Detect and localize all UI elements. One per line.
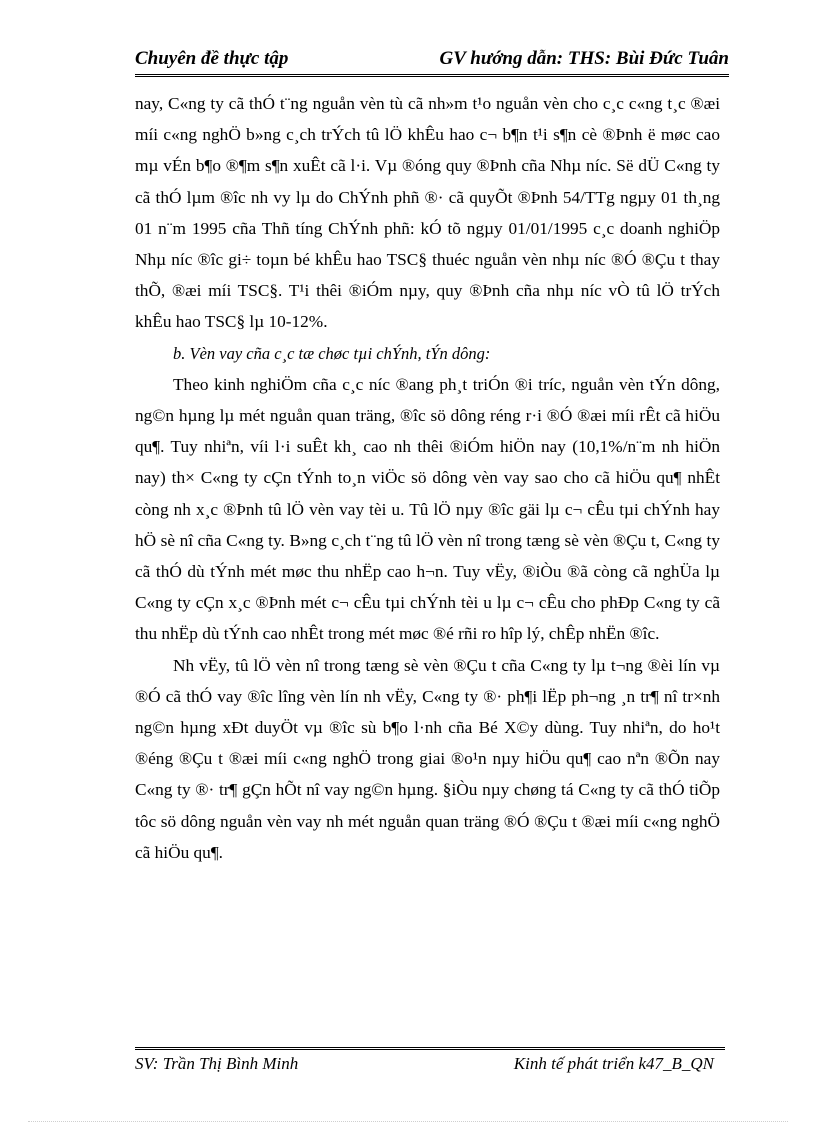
section-subheading: b. Vèn vay cña c¸c tæ chøc tµi chÝnh, tÝn dông:	[173, 343, 491, 363]
header-divider	[135, 74, 729, 77]
body-paragraph-1: nay, C«ng ty cã thÓ t¨ng nguån vèn tù cã nh»m t¹o nguån vèn cho c¸c c«ng t¸c ®æi míi c«ng nghÖ b»ng c¸ch trÝch tû lÖ khÊu hao c¬ b¶n t¹i s¶n cè ®Þnh ë møc cao mµ vÉn b¶o ®¶m s¶n xuÊt cã l·i. Vµ ®óng quy ®Þnh cña Nhµ níc. Së dÜ C«ng ty cã thÓ lµm ®îc nh vy lµ do ChÝnh phñ ®· cã quyÕt ®Þnh 54/TTg ngµy 01 th¸ng 01 n¨m 1995 cña Thñ tíng ChÝnh phñ: kÓ tõ ngµy 01/01/1995 c¸c doanh nghiÖp Nhµ níc ®îc gi÷ toµn bé khÊu hao TSC§ thuéc nguån vèn nhµ níc ®Ó ®Çu t thay thÕ, ®æi míi TSC§. T¹i thêi ®iÓm nµy, quy ®Þnh cña nhµ níc vÒ tû lÖ trÝch khÊu hao TSC§ lµ 10-12%.	[135, 94, 720, 332]
footer-student-name: SV: Trần Thị Bình Minh	[135, 1054, 299, 1073]
footer-course: Kinh tế phát triển k47_B_QN	[513, 1054, 714, 1073]
page-header	[135, 48, 729, 74]
header-document-type: Chuyên đề thực tập	[135, 48, 289, 69]
page-bottom-edge	[28, 1121, 788, 1122]
footer-divider	[135, 1047, 725, 1050]
header-supervisor: GV hướng dẫn: THS: Bùi Đức Tuân	[439, 48, 729, 69]
body-paragraph-2: Theo kinh nghiÖm cña c¸c níc ®ang ph¸t triÓn ®i tríc, nguån vèn tÝn dông, ng©n hµng lµ mét nguån quan träng, ®îc sö dông réng r·i ®Ó ®æi míi rÊt cã hiÖu qu¶. Tuy nhiªn, víi l·i suÊt kh¸ cao nh thêi ®iÓm hiÖn nay (10,1%/n¨m nh hiÖn nay) th× C«ng ty cÇn tÝnh to¸n viÖc sö dông vèn vay sao cho cã hiÖu qu¶ nhÊt còng nh x¸c ®Þnh tû lÖ vèn vay tèi u. Tû lÖ nµy ®îc gäi lµ c¬ cÊu tµi chÝnh hay hÖ sè nî cña C«ng ty. B»ng c¸ch t¨ng tû lÖ vèn nî trong tæng sè vèn ®Çu t, C«ng ty cã thÓ dù tÝnh mét møc thu nhËp cao h¬n. Tuy vËy, ®iÒu ®ã còng cã nghÜa lµ C«ng ty cÇn x¸c ®Þnh mét c¬ cÊu tµi chÝnh tèi u lµ c¬ cÊu cho phÐp C«ng ty cã thu nhËp dù tÝnh cao nhÊt trong mét møc ®é rñi ro hîp lý, chÊp nhËn ®îc.	[135, 374, 720, 644]
page-body	[135, 88, 720, 868]
body-paragraph-3: Nh vËy, tû lÖ vèn nî trong tæng sè vèn ®Çu t cña C«ng ty lµ t¬ng ®èi lín vµ ®Ó cã thÓ vay ®îc lîng vèn lín nh vËy, C«ng ty ®· ph¶i lËp ph¬ng ¸n tr¶ nî tr×nh ng©n hµng xÐt duyÖt vµ ®îc sù b¶o l·nh cña Bé X©y dùng. Tuy nhiªn, do ho¹t ®éng ®Çu t ®æi míi c«ng nghÖ trong giai ®o¹n nµy hiÖu qu¶ cao nªn ®Õn nay C«ng ty ®· tr¶ gÇn hÕt nî vay ng©n hµng. §iÒu nµy chøng tá C«ng ty cã thÓ tiÕp tôc sö dông nguån vèn vay nh mét nguån quan träng ®Ó ®Çu t ®æi míi c«ng nghÖ cã hiÖu qu¶.	[135, 655, 720, 862]
